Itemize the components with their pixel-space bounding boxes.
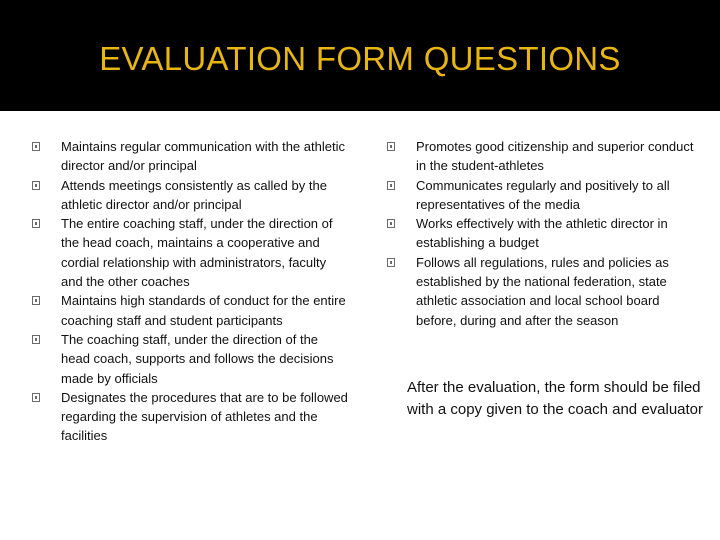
box-bullet-icon — [32, 142, 40, 151]
box-bullet-icon — [32, 296, 40, 305]
box-bullet-icon — [387, 181, 395, 190]
list-item — [387, 176, 699, 215]
right-bullet-list — [387, 137, 699, 330]
box-bullet-icon — [32, 335, 40, 344]
list-item — [32, 291, 350, 330]
list-item-text: Maintains regular communication with the athletic director and/or principal — [61, 139, 345, 174]
list-item-text: Communicates regularly and positively to all representatives of the media — [416, 177, 670, 212]
box-bullet-icon — [32, 219, 40, 228]
list-item-text: The entire coaching staff, under the direction of the head coach, maintains a cooperative and cordial relationship with administrators, faculty and the other coaches — [61, 216, 333, 290]
box-bullet-icon — [32, 393, 40, 402]
box-bullet-icon — [387, 142, 395, 151]
box-bullet-icon — [32, 181, 40, 190]
list-item — [32, 388, 350, 446]
list-item-text: Promotes good citizenship and superior conduct in the student-athletes — [416, 139, 694, 174]
list-item — [32, 214, 350, 291]
box-bullet-icon — [387, 219, 395, 228]
list-item-text: Follows all regulations, rules and policies as established by the national federation, state athletic association and local school board before, during and after the season — [416, 254, 669, 328]
list-item — [32, 137, 350, 176]
list-item-text: The coaching staff, under the direction of the head coach, supports and follows the decisions made by officials — [61, 331, 334, 386]
box-bullet-icon — [387, 258, 395, 267]
left-bullet-list — [32, 137, 350, 446]
title-banner — [0, 0, 720, 111]
list-item — [387, 137, 699, 176]
list-item-text: Attends meetings consistently as called by the athletic director and/or principal — [61, 177, 327, 212]
list-item-text: Maintains high standards of conduct for the entire coaching staff and student participants — [61, 293, 346, 328]
list-item — [387, 214, 699, 253]
list-item — [387, 253, 699, 330]
list-item — [32, 176, 350, 215]
slide-title: EVALUATION FORM QUESTIONS — [99, 40, 621, 77]
list-item-text: Works effectively with the athletic director in establishing a budget — [416, 216, 668, 251]
list-item — [32, 330, 350, 388]
evaluation-note: After the evaluation, the form should be filed with a copy given to the coach and evaluator — [407, 379, 704, 418]
list-item-text: Designates the procedures that are to be followed regarding the supervision of athletes and the facilities — [61, 389, 348, 444]
